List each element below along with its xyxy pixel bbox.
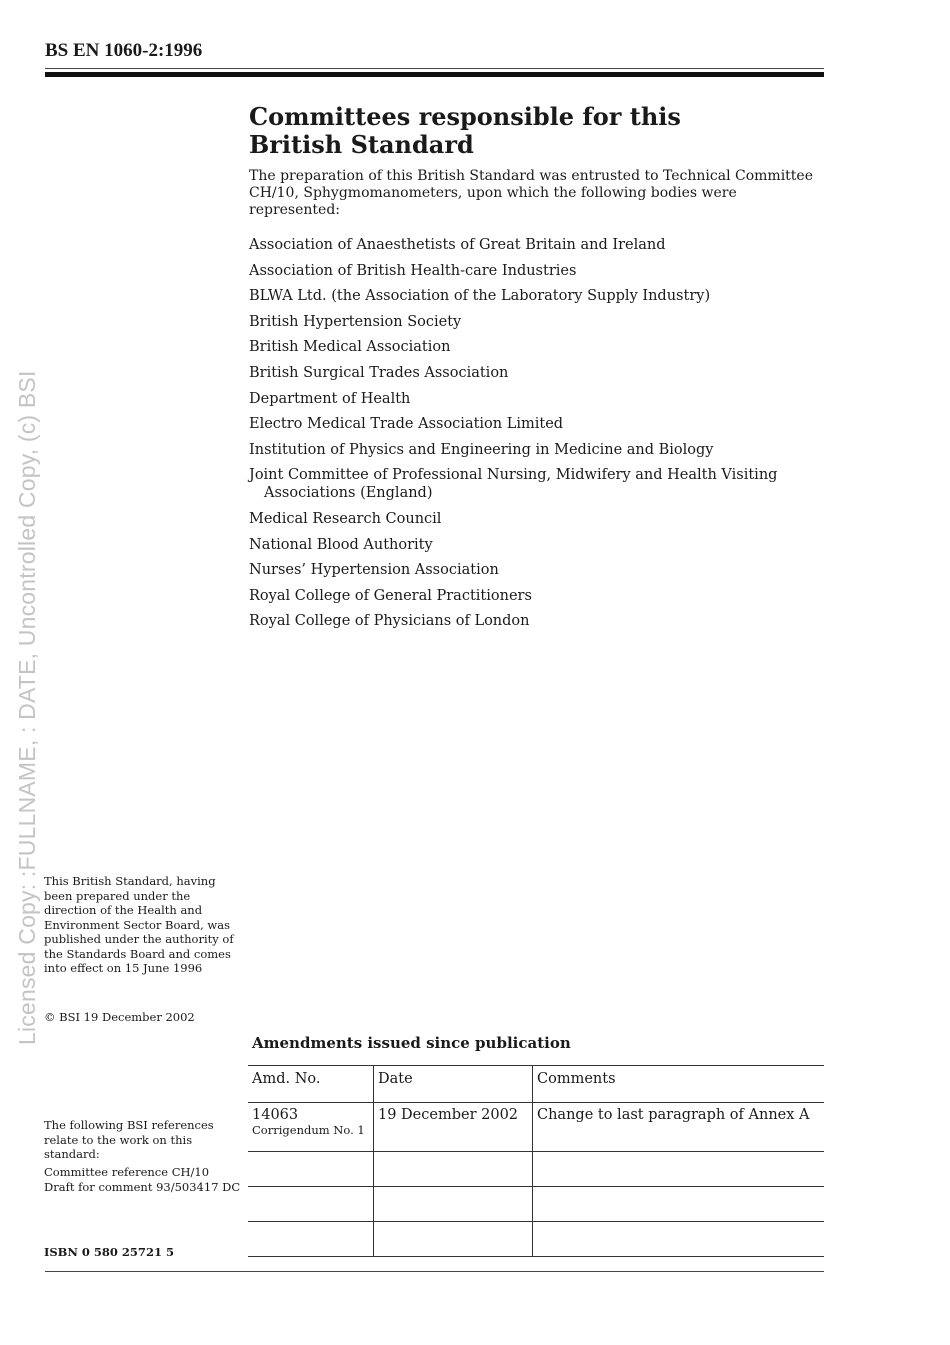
- body-item: British Medical Association: [249, 339, 451, 356]
- footer-rule: [45, 1271, 824, 1272]
- body-item: Association of British Health-care Industries: [249, 262, 577, 279]
- references-intro: The following BSI references relate to the work on this standard:: [44, 1118, 214, 1161]
- amendments-header-row: [248, 1066, 824, 1103]
- draft-reference: Draft for comment 93/503417 DC: [44, 1180, 241, 1194]
- body-item: Royal College of Physicians of London: [249, 613, 530, 630]
- committee-title: [249, 103, 769, 159]
- watermark-text: Licensed Copy: :FULLNAME, : DATE, Uncontrolled Copy, (c) BSI: [14, 370, 40, 1045]
- amd-number: 14063: [252, 1107, 299, 1123]
- cell-amd-no: [248, 1103, 374, 1152]
- document-id: BS EN 1060-2:1996: [45, 40, 203, 61]
- copyright-note: © BSI 19 December 2002: [44, 1010, 195, 1024]
- body-item: Joint Committee of Professional Nursing, Midwifery and Health Visiting Associations (England): [249, 467, 778, 502]
- header-rule-thick: [45, 72, 824, 77]
- header-amd-no: Amd. No.: [248, 1066, 374, 1103]
- represented-bodies-list: [249, 236, 819, 638]
- committee-title-line-1: Committees responsible for this: [249, 102, 681, 131]
- table-row-empty: [248, 1152, 824, 1187]
- isbn: ISBN 0 580 25721 5: [44, 1245, 174, 1259]
- committee-reference: Committee reference CH/10: [44, 1165, 210, 1179]
- publication-note: This British Standard, having been prepared under the direction of the Health and Environment Sector Board, was published under the authority of the Standards Board and comes into effect on 15 June 1996: [44, 874, 234, 975]
- body-item: Electro Medical Trade Association Limited: [249, 416, 564, 433]
- body-item: Department of Health: [249, 390, 411, 407]
- committee-intro: The preparation of this British Standard was entrusted to Technical Committee CH/10, Sphygmomanometers, upon which the following bodies were represented:: [249, 168, 814, 218]
- body-item: Institution of Physics and Engineering in Medicine and Biology: [249, 441, 714, 458]
- header-comments: Comments: [533, 1066, 825, 1103]
- body-item: Royal College of General Practitioners: [249, 587, 532, 604]
- body-item: National Blood Authority: [249, 536, 433, 553]
- body-item: Nurses’ Hypertension Association: [249, 562, 499, 579]
- committee-title-line-2: British Standard: [249, 130, 474, 159]
- body-item: BLWA Ltd. (the Association of the Laboratory Supply Industry): [249, 288, 711, 305]
- amendments-title: Amendments issued since publication: [252, 1034, 571, 1052]
- header-rule-thin: [45, 68, 824, 69]
- table-row-empty: [248, 1222, 824, 1257]
- header-date: Date: [374, 1066, 533, 1103]
- amendments-table: [248, 1065, 824, 1257]
- body-item: British Surgical Trades Association: [249, 364, 509, 381]
- body-item: Association of Anaesthetists of Great Britain and Ireland: [249, 237, 666, 253]
- amd-corrigendum: Corrigendum No. 1: [252, 1123, 365, 1137]
- table-row-empty: [248, 1187, 824, 1222]
- table-row: [248, 1103, 824, 1152]
- body-item: British Hypertension Society: [249, 313, 462, 330]
- cell-comments: Change to last paragraph of Annex A: [533, 1103, 825, 1152]
- body-item: Medical Research Council: [249, 510, 442, 527]
- cell-date: 19 December 2002: [374, 1103, 533, 1152]
